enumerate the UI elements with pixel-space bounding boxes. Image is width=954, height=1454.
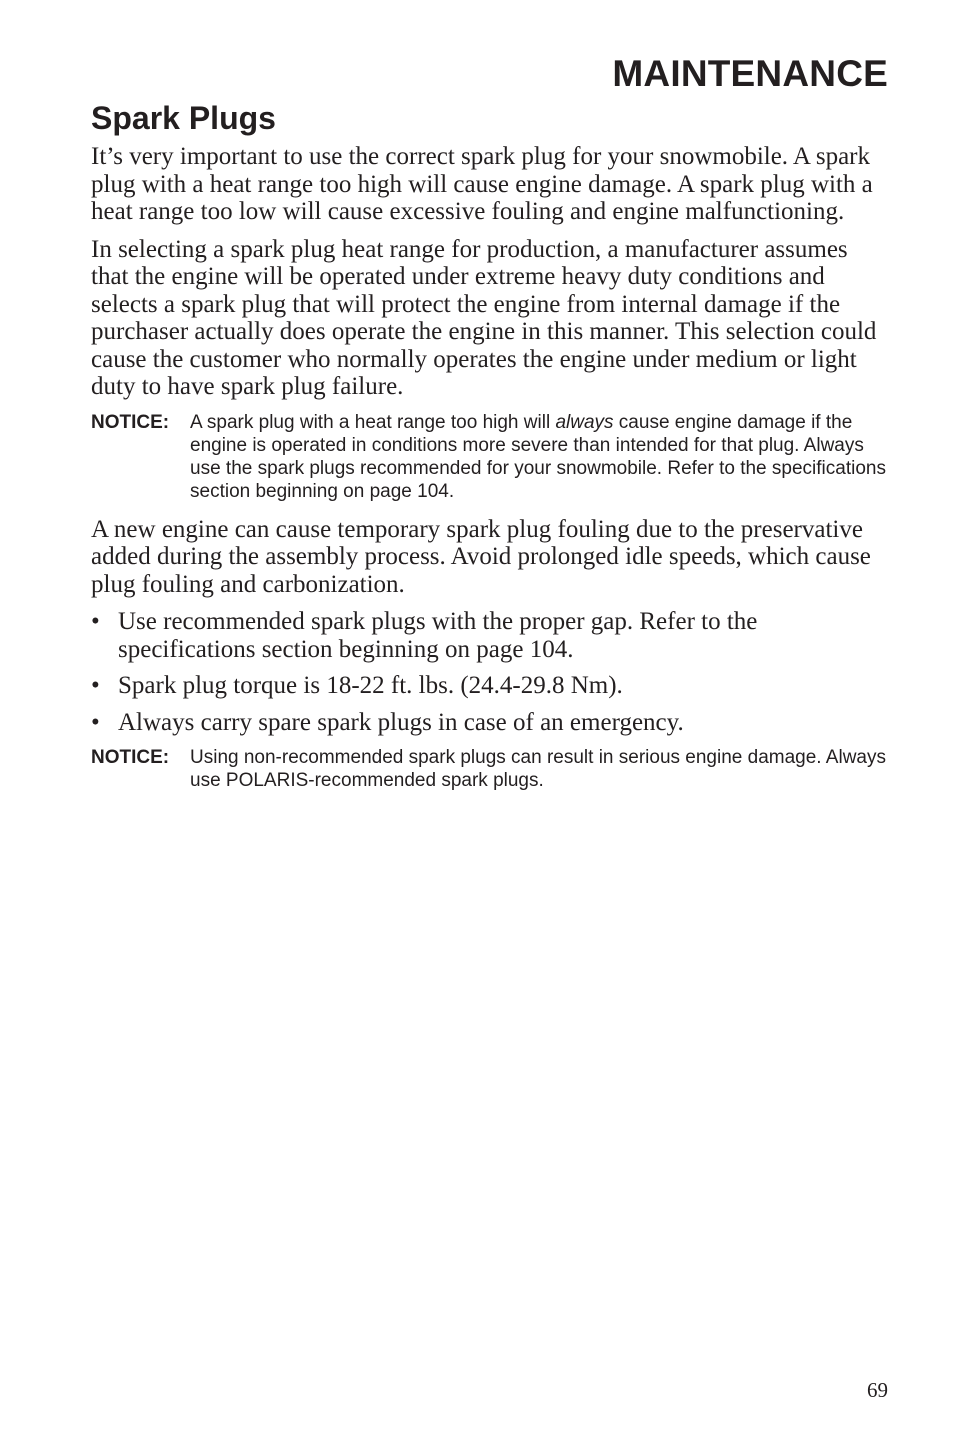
fouling-paragraph: A new engine can cause temporary spark plug fouling due to the preservative added during the assembly process. Avoid prolonged idle speeds, which cause plug fouling and carbonization. <box>91 515 871 598</box>
notice-text <box>190 412 886 502</box>
notice-text-end: cause engine damage if the engine is operated in conditions more severe than intended for that plug. Always use the spark plugs recommended for your snowmobile. Refer to the specifications section beginning on page 104. <box>190 411 886 502</box>
bullet-icon: • <box>91 708 100 736</box>
notice-label: NOTICE: <box>91 747 170 768</box>
list-item-text: Always carry spare spark plugs in case of an emergency. <box>118 708 684 736</box>
notice-text: Using non-recommended spark plugs can result in serious engine damage. Always use POLARIS-recommended spark plugs. <box>190 747 886 791</box>
notice-heat-range <box>91 411 891 503</box>
list-item <box>91 709 891 737</box>
page-number: 69 <box>867 1378 888 1402</box>
list-item-text: Spark plug torque is 18-22 ft. lbs. (24.4-29.8 Nm). <box>118 672 623 699</box>
section-header: MAINTENANCE <box>612 53 888 94</box>
notice-label: NOTICE: <box>91 411 170 433</box>
heat-range-paragraph: In selecting a spark plug heat range for production, a manufacturer assumes that the engine will be operated under extreme heavy duty conditions and selects a spark plug that will protect the engine from internal damage if the purchaser actually does operate the engine in this manner. This selection could cause the customer who normally operates the engine under medium or light duty to have spark plug failure. <box>91 235 877 400</box>
page-title: Spark Plugs <box>91 100 276 136</box>
notice-text-start: A spark plug with a heat range too high will <box>190 411 556 433</box>
page-content <box>91 97 891 805</box>
bullet-icon: • <box>91 608 100 635</box>
notice-recommended-plugs <box>91 746 891 792</box>
bullet-icon: • <box>91 672 100 699</box>
list-item-text: Use recommended spark plugs with the proper gap. Refer to the specifications section beginning on page 104. <box>118 608 758 663</box>
bullet-list <box>91 608 891 736</box>
list-item <box>91 608 891 663</box>
notice-emphasis: always <box>555 411 614 433</box>
list-item <box>91 672 891 700</box>
intro-paragraph: It’s very important to use the correct spark plug for your snowmobile. A spark plug with a heat range too high will cause engine damage. A spark plug with a heat range too low will cause excessive fouling and engine malfunctioning. <box>91 143 873 225</box>
